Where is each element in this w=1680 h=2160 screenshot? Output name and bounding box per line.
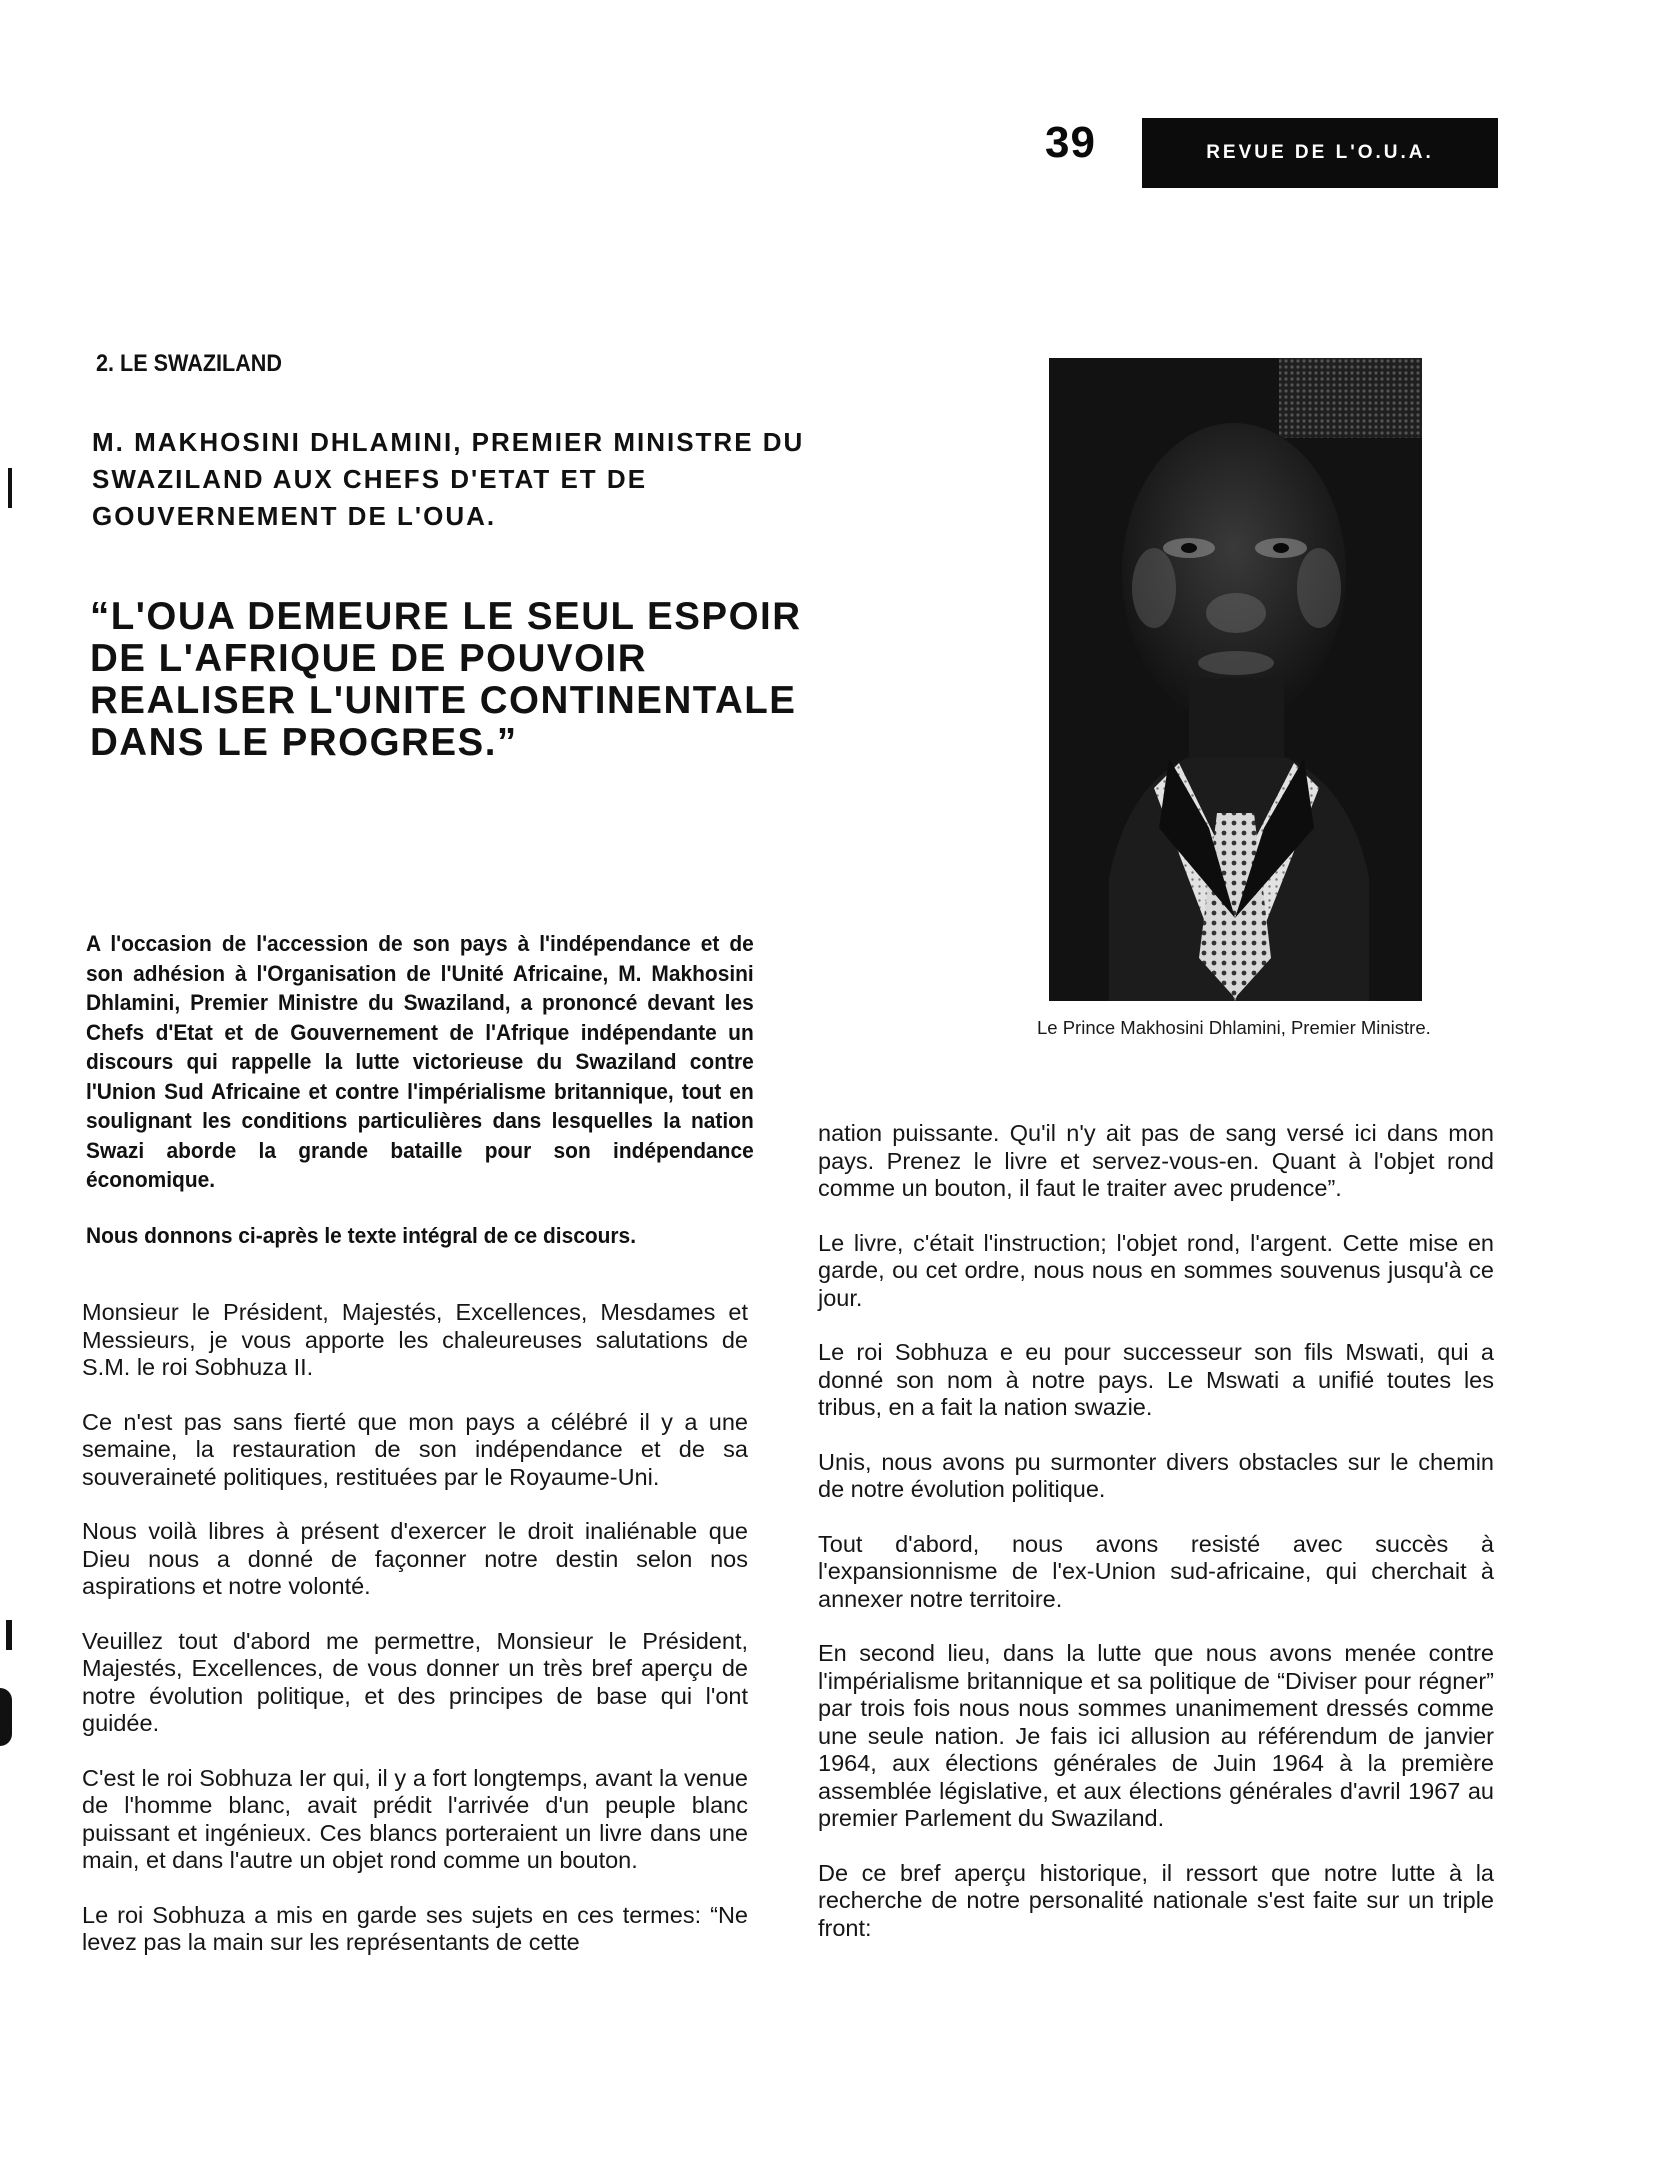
intro-paragraph: A l'occasion de l'accession de son pays à l'indépendance et de son adhésion à l'Organisation de l'Unité Africaine, M. Makhosini Dhlamini, Premier Ministre du Swaziland, a prononcé devant les Chefs d'Etat et de Gouvernement de l'Afrique indépendante un discours qui rappelle la lutte victorieuse du Swaziland contre l'Union Sud Africaine et contre l'impérialisme britannique, tout en soulignant les conditions particulières dans lesquelles la nation Swazi aborde la grande bataille pour son indépendance économique. <box>86 931 754 1192</box>
body-paragraph: Le roi Sobhuza a mis en garde ses sujets en ces termes: “Ne levez pas la main sur les représentants de cette <box>82 1901 748 1955</box>
body-paragraph: Le livre, c'était l'instruction; l'objet rond, l'argent. Cette mise en garde, ou cet ordre, nous nous en sommes souvenus jusqu'à ce jour. <box>818 1229 1494 1311</box>
body-paragraph: Ce n'est pas sans fierté que mon pays a célébré il y a une semaine, la restauration de son indépendance et de sa souveraineté politiques, restituées par le Royaume-Uni. <box>82 1408 748 1490</box>
body-paragraph: En second lieu, dans la lutte que nous avons menée contre l'impérialisme britannique et sa politique de “Diviser pour régner” par trois fois nous nous sommes unanimement dressés comme une seule nation. Je fais ici allusion au référendum de janvier 1964, aux élections générales de Juin 1964 à la première assemblée législative, et aux élections générales d'avril 1967 au premier Parlement du Swaziland. <box>818 1640 1494 1831</box>
intro-paragraph: Nous donnons ci-après le texte intégral de ce discours. <box>86 1222 637 1248</box>
body-paragraph: Le roi Sobhuza e eu pour successeur son fils Mswati, qui a donné son nom à notre pays. Le Mswati a unifié toutes les tribus, en a fait la nation swazie. <box>818 1339 1494 1420</box>
right-column <box>818 1120 1494 1969</box>
scan-mark <box>6 1620 12 1650</box>
scan-mark <box>8 468 12 508</box>
page-number: 39 <box>1045 118 1096 167</box>
article-headline-quote: “L'OUA DEMEURE LE SEUL ESPOIR DE L'AFRIQUE DE POUVOIR REALISER L'UNITE CONTINENTALE DANS LE PROGRES.” <box>90 595 802 764</box>
body-paragraph: Unis, nous avons pu surmonter divers obstacles sur le chemin de notre évolution politique. <box>818 1448 1494 1502</box>
body-paragraph: Nous voilà libres à présent d'exercer le droit inaliénable que Dieu nous a donné de façonner notre destin selon nos aspirations et notre volonté. <box>82 1518 748 1599</box>
section-label: 2. LE SWAZILAND <box>96 350 283 377</box>
intro-block <box>86 929 754 1276</box>
photo-caption: Le Prince Makhosini Dhlamini, Premier Ministre. <box>1037 1017 1431 1038</box>
body-paragraph: Veuillez tout d'abord me permettre, Monsieur le Président, Majestés, Excellences, de vous donner un très bref aperçu de notre évolution politique, et des principes de base qui l'ont guidée. <box>82 1627 748 1736</box>
body-paragraph: nation puissante. Qu'il n'y ait pas de sang versé ici dans mon pays. Prenez le livre et servez-vous-en. Quant à l'objet rond comme un bouton, il faut le traiter avec prudence”. <box>818 1120 1494 1201</box>
body-paragraph: De ce bref aperçu historique, il ressort que notre lutte à la recherche de notre personalité nationale s'est faite sur un triple front: <box>818 1859 1494 1941</box>
body-paragraph: C'est le roi Sobhuza Ier qui, il y a fort longtemps, avant la venue de l'homme blanc, avait prédit l'arrivée d'un peuple blanc puissant et ingénieux. Ces blancs porteraient un livre dans une main, et dans l'autre un objet rond comme un bouton. <box>82 1764 748 1873</box>
left-column <box>82 1299 748 1984</box>
portrait-photo <box>1049 358 1422 1001</box>
scan-mark <box>0 1688 12 1746</box>
portrait-illustration <box>1049 358 1422 1001</box>
journal-title-band: REVUE DE L'O.U.A. <box>1142 118 1498 188</box>
body-paragraph: Monsieur le Président, Majestés, Excellences, Mesdames et Messieurs, je vous apporte les chaleureuses salutations de S.M. le roi Sobhuza II. <box>82 1299 748 1380</box>
body-paragraph: Tout d'abord, nous avons resisté avec succès à l'expansionnisme de l'ex-Union sud-africaine, qui cherchait à annexer notre territoire. <box>818 1530 1494 1612</box>
article-subtitle: M. MAKHOSINI DHLAMINI, PREMIER MINISTRE DU SWAZILAND AUX CHEFS D'ETAT ET DE GOUVERNEMENT DE L'OUA. <box>92 427 805 531</box>
